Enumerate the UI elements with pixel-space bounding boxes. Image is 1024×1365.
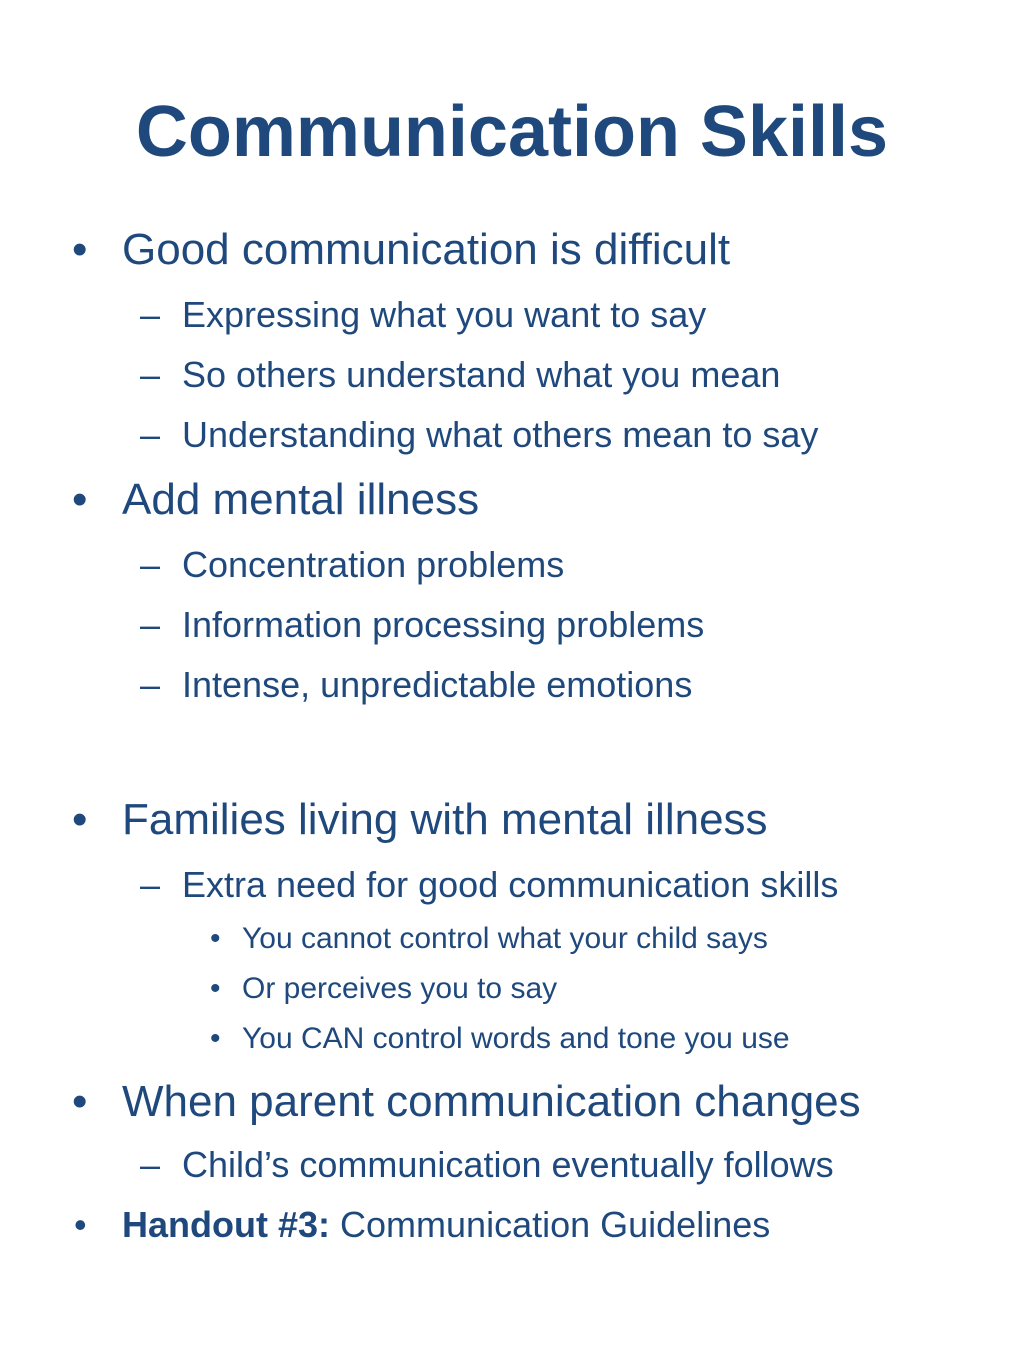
bullet-marker: • bbox=[210, 972, 221, 1005]
dash-marker: – bbox=[140, 414, 161, 455]
bullet-marker: • bbox=[72, 795, 88, 844]
bullet-marker: • bbox=[74, 1204, 87, 1245]
list-item: Good communication is difficult bbox=[122, 225, 731, 274]
bullet-marker: • bbox=[72, 1077, 88, 1126]
bullet-marker: • bbox=[210, 1022, 221, 1055]
list-item: Add mental illness bbox=[122, 475, 480, 524]
list-item: Information processing problems bbox=[182, 604, 705, 645]
list-item: Families living with mental illness bbox=[122, 795, 768, 844]
dash-marker: – bbox=[140, 864, 161, 905]
list-item: Understanding what others mean to say bbox=[182, 414, 819, 455]
list-item bbox=[122, 1200, 770, 1250]
list-item: Or perceives you to say bbox=[242, 972, 558, 1005]
list-item: Child’s communication eventually follows bbox=[182, 1144, 834, 1185]
dash-marker: – bbox=[140, 544, 161, 585]
list-item: When parent communication changes bbox=[122, 1077, 861, 1126]
slide-title: Communication Skills bbox=[135, 92, 889, 172]
list-item: So others understand what you mean bbox=[182, 354, 781, 395]
handout-label: Handout #3: bbox=[122, 1204, 331, 1245]
bullet-marker: • bbox=[210, 922, 221, 955]
dash-marker: – bbox=[140, 294, 161, 335]
list-item: Expressing what you want to say bbox=[182, 294, 707, 335]
handout-title: Communication Guidelines bbox=[340, 1204, 771, 1245]
bullet-marker: • bbox=[72, 475, 88, 524]
dash-marker: – bbox=[140, 354, 161, 395]
list-item: Extra need for good communication skills bbox=[182, 864, 839, 905]
list-item: Intense, unpredictable emotions bbox=[182, 664, 693, 705]
list-item: You CAN control words and tone you use bbox=[242, 1022, 790, 1055]
bullet-marker: • bbox=[72, 225, 88, 274]
dash-marker: – bbox=[140, 664, 161, 705]
list-item: Concentration problems bbox=[182, 544, 565, 585]
list-item: You cannot control what your child says bbox=[242, 922, 768, 955]
dash-marker: – bbox=[140, 604, 161, 645]
dash-marker: – bbox=[140, 1144, 161, 1185]
